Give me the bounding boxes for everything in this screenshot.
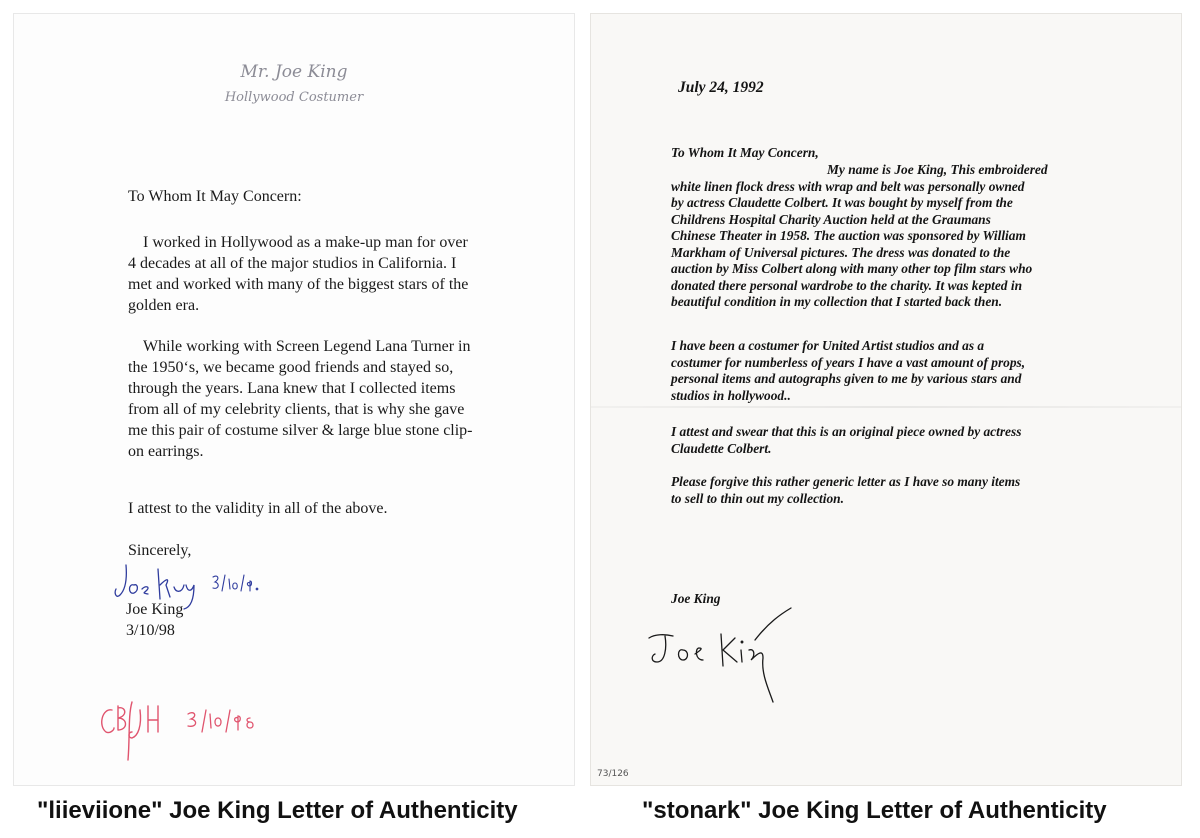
right-p2-line: costumer for numberless of years I have a vast amount of props, xyxy=(671,354,1026,370)
left-paragraph-3: I attest to the validity in all of the above. xyxy=(128,500,388,517)
left-letter xyxy=(13,13,575,786)
right-p1-line: by actress Claudette Colbert. It was bought by myself from the xyxy=(671,195,1013,210)
right-p2-line: personal items and autographs given to me by various stars and xyxy=(671,371,1022,386)
right-p1-line: auction by Miss Colbert along with many other top film stars who xyxy=(671,261,1033,276)
right-paragraph-3 xyxy=(671,424,1091,457)
right-paragraph-1 xyxy=(671,162,1089,311)
right-p1-line: Chinese Theater in 1958. The auction was sponsored by William xyxy=(671,228,1026,243)
right-salutation: To Whom It May Concern, xyxy=(671,145,819,160)
right-paragraph-4 xyxy=(671,474,1091,507)
right-letter xyxy=(590,13,1182,786)
right-p4-line: Please forgive this rather generic letter as I have so many items xyxy=(671,474,1021,489)
caption-left: "liieviione" Joe King Letter of Authenticity xyxy=(37,797,518,824)
right-p4-line: to sell to thin out my collection. xyxy=(671,490,844,506)
right-paragraph-2 xyxy=(671,338,1091,404)
caption-right: "stonark" Joe King Letter of Authenticity xyxy=(642,797,1107,824)
right-handwritten-signature xyxy=(643,604,803,712)
right-footer-number: 73/126 xyxy=(597,769,629,779)
right-p3-line: I attest and swear that this is an original piece owned by actress xyxy=(671,424,1022,439)
right-p1-line: Markham of Universal pictures. The dress was donated to the xyxy=(671,244,1011,260)
right-letter-date: July 24, 1992 xyxy=(678,79,764,96)
right-p1-line: white linen flock dress with wrap and belt was personally owned xyxy=(671,178,1025,194)
paper-fold-line xyxy=(591,406,1181,408)
right-p2-line: studios in hollywood.. xyxy=(671,387,791,403)
right-p1-line: donated there personal wardrobe to the charity. It was kepted in xyxy=(671,277,1023,293)
left-handwritten-date xyxy=(210,571,266,597)
right-p3-line: Claudette Colbert. xyxy=(671,440,772,456)
left-printed-name: Joe King xyxy=(126,601,184,618)
left-paragraph-2: While working with Screen Legend Lana Turner in the 1950‘s, we became good friends and stayed so, through the years. Lana knew that I collected items from all of my celebrity clients, that is why she gave me this pair of costume silver & large blue stone clip-on earrings. xyxy=(128,338,473,460)
right-printed-name: Joe King xyxy=(671,591,721,606)
left-printed-date: 3/10/98 xyxy=(126,622,175,639)
right-p1-line: beautiful condition in my collection that I started back then. xyxy=(671,294,1003,309)
red-initials-annotation xyxy=(94,696,194,768)
letterhead-name: Mr. Joe King xyxy=(240,62,348,82)
right-p1-line: Childrens Hospital Charity Auction held at the Graumans xyxy=(671,211,991,227)
left-paragraph-1: I worked in Hollywood as a make-up man for over 4 decades at all of the major studios in California. I met and worked with many of the biggest stars of the golden era. xyxy=(128,234,469,314)
right-p1-line: My name is Joe King, This embroidered xyxy=(827,162,1048,177)
right-p2-line: I have been a costumer for United Artist studios and as a xyxy=(671,338,985,353)
letterhead-title: Hollywood Costumer xyxy=(224,90,364,105)
left-closing: Sincerely, xyxy=(128,542,192,559)
red-date-annotation xyxy=(184,704,264,740)
left-salutation: To Whom It May Concern: xyxy=(128,188,302,205)
